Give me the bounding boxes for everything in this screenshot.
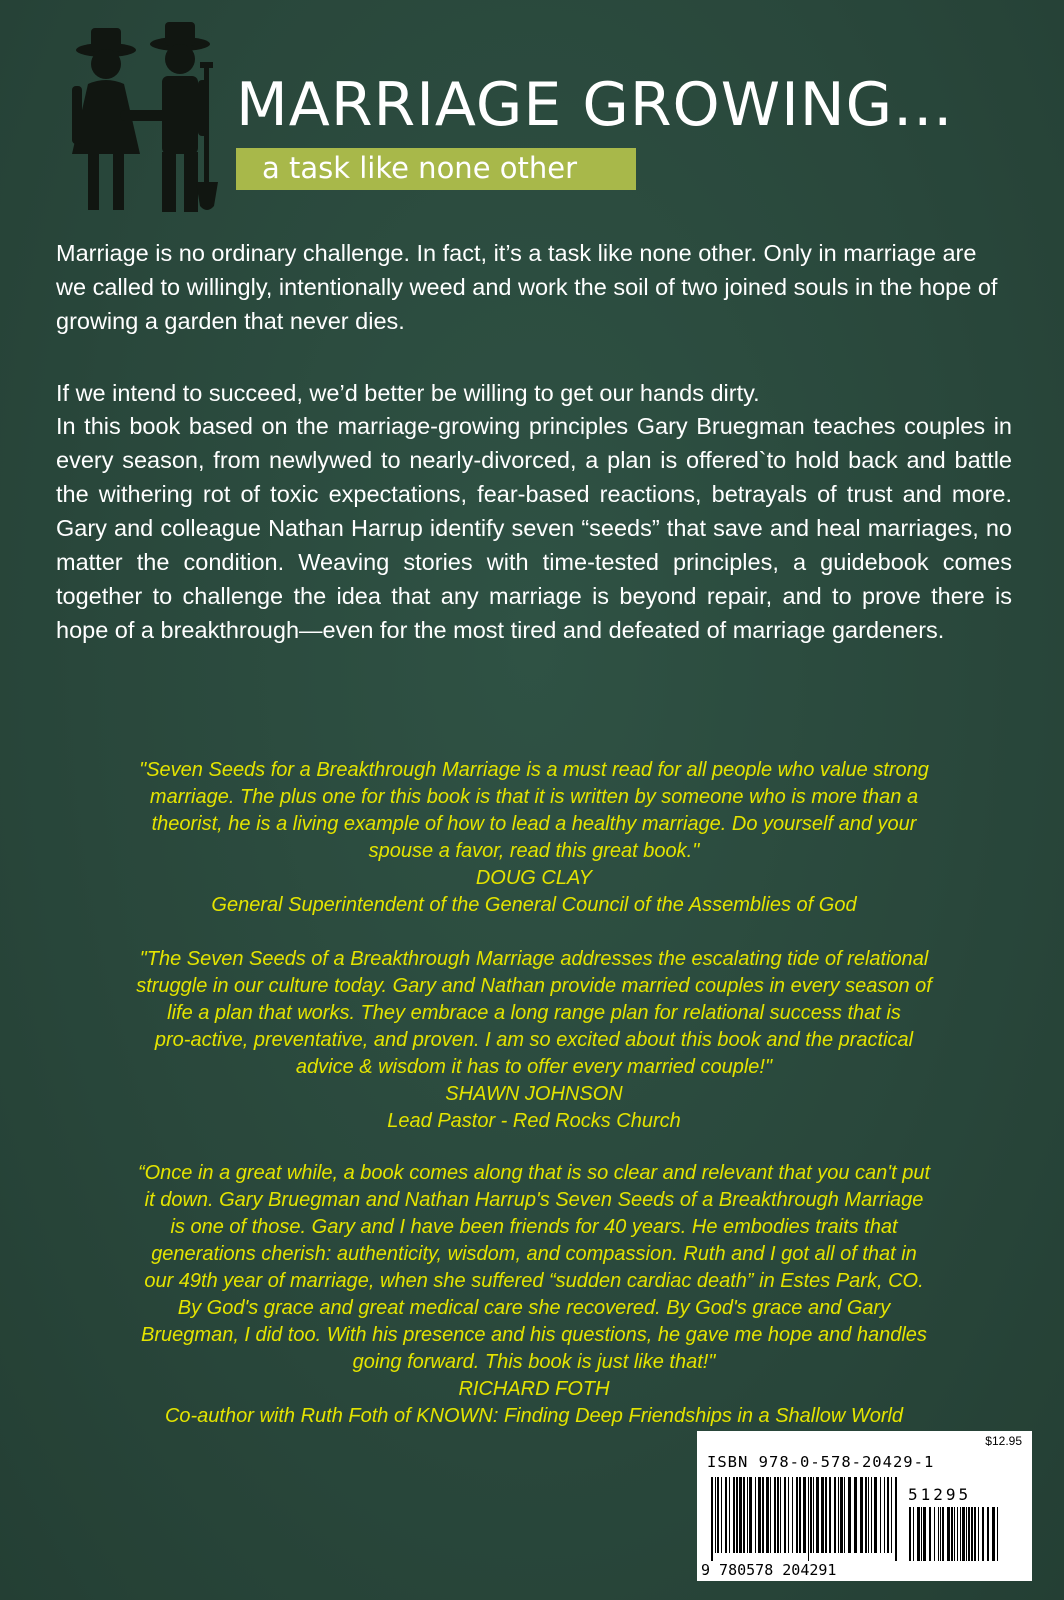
endorser-role: Lead Pastor - Red Rocks Church [387,1110,681,1132]
lead-sentence: If we intend to succeed, we’d better be willing to get our hands dirty. [56,380,760,406]
quote-line: marriage. The plus one for this book is that it is written by someone who is more than a [149,786,919,808]
ean-number: 9 780578 204291 [701,1561,837,1579]
quote-line: our 49th year of marriage, when she suffered “sudden cardiac death” in Estes Park, CO. [144,1270,924,1292]
quote-line: "The Seven Seeds of a Breakthrough Marriage addresses the escalating tide of relational [139,948,929,970]
description-paragraph: In this book based on the marriage-growing principles Gary Bruegman teaches couples in every season, from newlywed to nearly-divorced, a plan is offered`to hold back and battle the withering rot of toxic expectations, fear-based reactions, betrayals of trust and more. Gary and colleague Nathan Harrup identify seven “seeds” that save and heal marriages, no matter the condition. Weaving stories with time-tested principles, a guidebook comes together to challenge the idea that any marriage is beyond repair, and to prove there is hope of a breakthrough—even for the most tired and defeated of marriage gardeners. [56,413,1012,643]
quote-line: generations cherish: authenticity, wisdom, and compassion. Ruth and I got all of that in [151,1243,917,1265]
quote-line: "Seven Seeds for a Breakthrough Marriage is a must read for all people who value strong [139,759,929,781]
quote-line: Bruegman, I did too. With his presence and his questions, he gave me hope and handles [141,1324,927,1346]
quote-line: By God's grace and great medical care she recovered. By God's grace and Gary [177,1297,891,1319]
endorser-name: RICHARD FOTH [458,1378,610,1400]
quote-line: “Once in a great while, a book comes along that is so clear and relevant that you can't put [137,1162,931,1184]
quote-line: theorist, he is a living example of how to lead a healthy marriage. Do yourself and your [151,813,917,835]
page-title: MARRIAGE GROWING... [236,70,954,140]
endorsement-shawn-johnson [56,946,1012,1135]
barcode-icon [703,1477,1025,1561]
quote-line: advice & wisdom it has to offer every married couple!" [295,1056,773,1078]
endorser-name: SHAWN JOHNSON [445,1083,623,1105]
couple-with-shovel-icon [58,14,228,224]
endorsement-doug-clay [56,757,1012,919]
isbn-number: ISBN 978-0-578-20429-1 [707,1453,935,1471]
endorsement-richard-foth [56,1160,1012,1430]
price-addon-code: 51295 [908,1485,972,1504]
subtitle-banner: a task like none other [236,148,636,190]
endorser-role: Co-author with Ruth Foth of KNOWN: Finding Deep Friendships in a Shallow World [164,1405,904,1427]
quote-line: is one of those. Gary and I have been friends for 40 years. He embodies traits that [170,1216,898,1238]
quote-line: spouse a favor, read this great book." [368,840,700,862]
endorser-role: General Superintendent of the General Council of the Assemblies of God [211,894,857,916]
endorser-name: DOUG CLAY [475,867,593,889]
quote-line: it down. Gary Bruegman and Nathan Harrup's Seven Seeds of a Breakthrough Marriage [144,1189,924,1211]
price-label: $12.95 [985,1434,1022,1448]
quote-line: life a plan that works. They embrace a long range plan for relational success that is [167,1002,901,1024]
intro-paragraph: Marriage is no ordinary challenge. In fact, it’s a task like none other. Only in marriage are we called to willingly, intentionally weed and work the soil of two joined souls in the hope of growing a garden that never dies. [56,240,998,334]
quote-line: pro-active, preventative, and proven. I am so excited about this book and the practical [154,1029,914,1051]
quote-line: going forward. This book is just like that!" [352,1351,716,1373]
quote-line: struggle in our culture today. Gary and Nathan provide married couples in every season of [136,975,932,997]
isbn-barcode [697,1431,1032,1581]
